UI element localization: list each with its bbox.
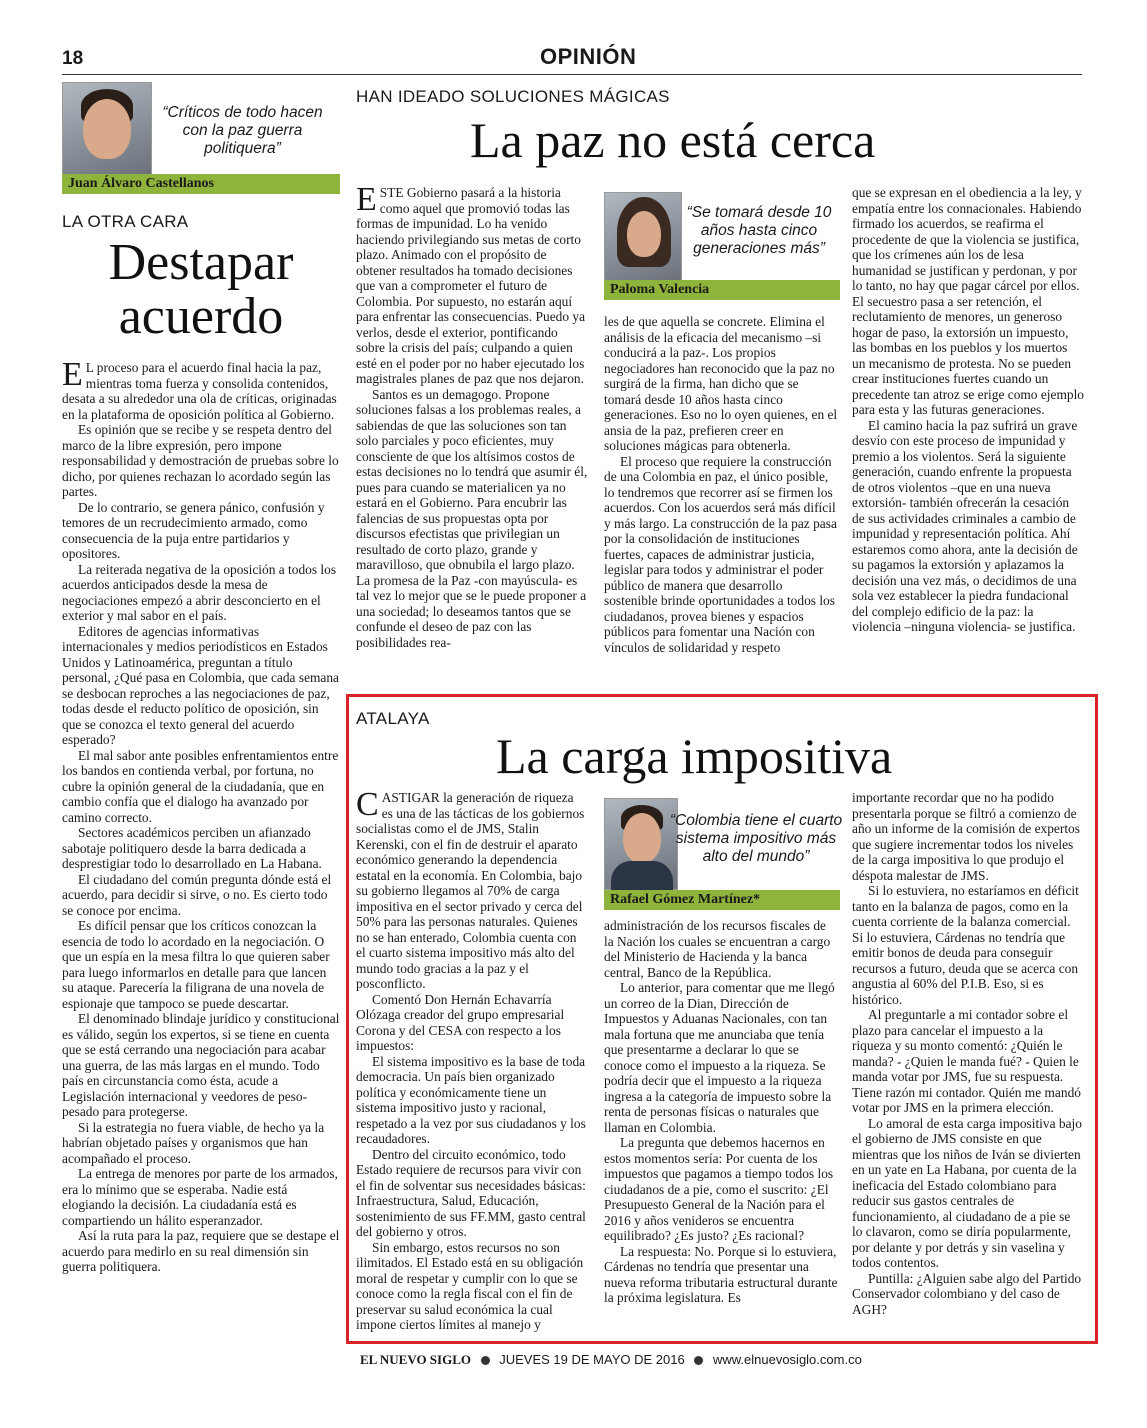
dropcap: E — [62, 360, 83, 393]
paragraph: Es difícil pensar que los críticos conozcan la esencia de todo lo acordado en la negociación. O que un espía en la mesa filtra lo que quieren saber para luego informarlos en detalle para que lancen su ataque. Parecería la filigrana de una novela de espionaje que tampoco se puede descartar. — [62, 918, 330, 1011]
paragraph: Si lo estuviera, no estaríamos en déficit tanto en la balanza de pagos, como en la cuenta corriente de la balanza comercial. Si lo estuviera, Cárdenas no tendría que emitir bonos de deuda para conseguir recursos a futuro, deuda que se acerca con angustia al 60% del P.I.B. Eso, si es histórico. — [852, 883, 1079, 1007]
website-url: www.elnuevosiglo.com.co — [712, 1352, 862, 1367]
paragraph: Comentó Don Hernán Echavarría Olózaga creador del grupo empresarial Corona y del CESA con respecto a los impuestos: — [356, 991, 565, 1053]
paragraph: Editores de agencias informativas internacionales y medios periodísticos en Estados Unidos y Latinoamérica, preguntan a título personal, ¿Qué pasa en Colombia, que cada semana se desbocan reproches a las negociaciones de paz, todas desde el reducto político de oposición, sin que se conozca el texto general del acuerdo esperado? — [62, 623, 340, 747]
paragraph: Puntilla: ¿Alguien sabe algo del Partido Conservador colombiano y del caso de AGH? — [852, 1270, 1082, 1317]
paragraph: Es opinión que se recibe y se respeta dentro del marco de la libre expresión, pero impone responsabilidad y demostración de pruebas sobre lo dicho, por quienes rechazan lo acordado según las partes. — [62, 422, 339, 499]
article-body-destapar — [62, 360, 340, 1340]
bullet-icon — [694, 1356, 703, 1365]
pull-quote-gomez: “Colombia tiene el cuarto sistema impositivo más alto del mundo” — [669, 812, 843, 865]
paragraph: que se expresan en el obediencia a la ley, y empatía entre los connacionales. Habiendo firmado los acuerdos, se reafirma el procedente de que la violencia se justifica, que los crímenes aún los de lesa humanidad se justifican y perdonan, y por lo tanto, no hay que pagar cárcel por ellos. El secuestro pasa a ser retención, el reclutamiento de menores, un generoso hogar de paso, la extorsión un impuesto, las bombas en los pueblos y los muertos un mecanismo de protesta. No se pueden crear instituciones fuertes cuando un precedente tan atroz se erige como ejemplo para esta y las futuras generaciones. — [852, 185, 1084, 417]
paragraph: ESTE Gobierno pasará a la historia como aquel que promovió todas las formas de impunidad. Lo ha venido haciendo privilegiando sus metas de corto plazo. Animado con el propósito de obtener resultados ha tomado decisiones que van a comprometer el futuro de Colombia. Por supuesto, no estarán aquí para enfrentar las consecuencias. Puedo ya verlos, desde el exterior, pontificando sobre la crisis del país; culpando a quien esté en el poder por no haber ejecutado los magistrales planes de paz que nos dejaron. — [356, 185, 586, 386]
article-col-2-la-paz — [604, 314, 838, 678]
byline-gomez: Rafael Gómez Martínez* — [604, 890, 840, 910]
paragraph: El mal sabor ante posibles enfrentamientos entre los bandos en contienda verbal, por fortuna, no cubre la opinión general de la ciudadanía, que en cambio confía que el dialogo ha avanzado por camino correcto. — [62, 747, 339, 825]
author-photo-castellanos — [62, 82, 152, 178]
page-number: 18 — [62, 48, 84, 69]
paragraph: Lo amoral de esta carga impositiva bajo el gobierno de JMS consiste en que mientras que los niños de Iván se divierten en un yate en La Habana, por cuenta de la ineficacia del Estado colombiano para reducir sus gastos centrales de funcionamiento, al ciudadano de a pie se lo clavaron, como se diría popularmente, por delante y por detrás y sin vaselina y todos contentos. — [852, 1115, 1082, 1270]
newspaper-brand: EL NUEVO SIGLO — [360, 1352, 471, 1367]
paragraph: Lo anterior, para comentar que me llegó un correo de la Dian, Dirección de Impuestos y Aduanas Nacionales, con tan mala fortuna que me anunciaba que tenía que presentarme a declarar lo que se conoce como el impuesto a la riqueza. Se podría decir que el impuesto a la riqueza ingresa a la categoría de impuesto sobre la renta de personas físicas o naturales que llaman en Colombia. — [604, 980, 835, 1135]
paragraph: La reiterada negativa de la oposición a todos los acuerdos anticipados desde la mesa de negociaciones empezó a abrir desconcierto en el exterior y mal sabor en el país. — [62, 561, 337, 623]
bullet-icon — [481, 1356, 490, 1365]
paragraph: El denominado blindaje jurídico y constitucional es válido, según los expertos, si se tiene en cuenta que se está cerrando una negociación para acabar una guerra, de las más largas en el mundo. Todo país en circunstancia como ésta, acude a Legislación internacional y veedores de peso- pesado para protegerse. — [62, 1011, 340, 1119]
paragraph: La pregunta que debemos hacernos en estos momentos sería: Por cuenta de los impuestos que pagamos a tiempo todos los ciudadanos de a pie, como el suscrito: ¿El Presupuesto General de la Nación para el 2016 y años venideros se encuentra equilibrado? ¿Es justo? ¿Es racional? — [604, 1135, 834, 1243]
headline-destapar — [62, 236, 340, 344]
pull-quote-valencia: “Se tomará desde 10 años hasta cinco generaciones más” — [686, 204, 832, 257]
paragraph: Sectores académicos perciben un afianzado sabotaje politiquero desde la barra dedicada a desprestigiar todo lo desarrollado en La Habana. — [62, 825, 322, 871]
paragraph: El sistema impositivo es la base de toda democracia. Un país bien organizado política y económicamente tiene un sistema impositivo justo y racional, respetado a la vez por sus ciudadanos y los recaudadores. — [356, 1053, 586, 1146]
article-col-2-carga — [604, 918, 838, 1338]
article-col-1-la-paz — [356, 185, 588, 675]
author-photo-valencia — [604, 192, 682, 284]
paragraph: La respuesta: No. Porque si lo estuviera, Cárdenas no tendría que presentar una nueva reforma tributaria estructural durante la próxima legislatura. Es — [604, 1243, 838, 1305]
article-col-1-carga — [356, 790, 588, 1338]
paragraph: importante recordar que no ha podido presentarla porque se filtró a comienzo de año un informe de la comisión de expertos que sugiere incrementar todos los niveles de la carga impositiva lo que produjo el déspota malestar de JMS. — [852, 790, 1080, 883]
paragraph: administración de los recursos fiscales de la Nación los cuales se encuentran a cargo del Ministerio de Hacienda y la banca central, Banco de la República. — [604, 918, 831, 980]
article-col-3-la-paz — [852, 185, 1084, 679]
paragraph: La entrega de menores por parte de los armados, era lo mínimo que se esperaba. Nadie está elogiando la decisión. La ciudadanía está es compartiendo un hálito esperanzador. — [62, 1166, 338, 1228]
byline-valencia: Paloma Valencia — [604, 280, 840, 300]
dropcap: E — [356, 185, 377, 218]
paragraph: Al preguntarle a mi contador sobre el plazo para cancelar el impuesto a la riqueza y su monto comentó: ¿Quién le manda? - ¿Quien le manda fué? - Quien le manda votar por JMS, fue su respuesta. Tiene razón mi contador. Quién me mandó votar por JMS en la primera elección. — [852, 1007, 1081, 1115]
headline-carga-impositiva: La carga impositiva — [496, 728, 893, 784]
paragraph: E L proceso para el acuerdo final hacia la paz, mientras toma fuerza y consolida contenidos, desata a su alrededor una ola de críticas, originadas en la plataforma de oposición política al Gobierno. — [62, 360, 337, 422]
kicker-la-otra-cara: LA OTRA CARA — [62, 212, 189, 231]
headline-la-paz: La paz no está cerca — [470, 112, 876, 168]
section-title: OPINIÓN — [540, 44, 637, 69]
headline-line-1: Destapar — [108, 234, 294, 291]
paragraph: les de que aquella se concrete. Elimina el análisis de la eficacia del mecanismo –si conducirá a la paz-. Los propios negociadores han reconocido que la paz no surgirá de la firma, han dicho que se tomará desde 10 años hasta cinco generaciones. Eso no lo oyen quienes, en el ansia de la paz, prefieren creer en soluciones mágicas para obtenerla. — [604, 314, 838, 453]
paragraph: El proceso que requiere la construcción de una Colombia en paz, el único posible, lo tendremos que recorrer así se firmen los acuerdos. Con los acuerdos será más difícil y más largo. La construcción de la paz pasa por la consolidación de instituciones fuertes, capaces de administrar justicia, legislar para todos y administrar el poder público de manera que desarrollo sostenible brinde oportunidades a todos los ciudadanos, provea bienes y espacios públicos para fomentar una Nación con vínculos de solidaridad y respeto — [604, 453, 837, 655]
dropcap: C — [356, 790, 379, 823]
header-rule — [62, 74, 1082, 75]
pull-quote-castellanos: “Críticos de todo hacen con la paz guerra politiquera” — [162, 104, 323, 157]
issue-date: JUEVES 19 DE MAYO DE 2016 — [499, 1352, 685, 1367]
kicker-soluciones-magicas: HAN IDEADO SOLUCIONES MÁGICAS — [356, 87, 670, 106]
paragraph: De lo contrario, se genera pánico, confusión y temores de un recrudecimiento armado, como consecuencia de la puja entre partidarios y opositores. — [62, 499, 325, 561]
byline-castellanos: Juan Álvaro Castellanos — [62, 174, 340, 194]
paragraph: Así la ruta para la paz, requiere que se destape el acuerdo para medirlo en su real dimensión sin guerra politiquera. — [62, 1228, 340, 1274]
paragraph: Dentro del circuito económico, todo Estado requiere de recursos para vivir con el fin de solventar sus necesidades básicas: Infraestructura, Salud, Educación, sostenimiento de sus FF.MM, gasto central del gobierno y otros. — [356, 1146, 586, 1239]
paragraph: CASTIGAR la generación de riqueza es una de las tácticas de los gobiernos socialistas como el de JMS, Stalin Kerenski, con el fin de destruir el aparato económico generando la dependencia estatal en la economía. En Colombia, bajo su gobierno llegamos al 70% de carga impositiva en el sector privado y cerca del 50% para las personas naturales. Quienes no se han enterado, Colombia cuenta con el cuarto sistema impositivo más alto del mundo todo gracias a la paz y el posconflicto. — [356, 790, 585, 991]
paragraph: Santos es un demagogo. Propone soluciones falsas a los problemas reales, a sabiendas de que las soluciones son tan solo parciales y poco eficientes, muy consciente de que los altísimos costos de estas decisiones no lo tendrá que asumir él, pues para cuando se materialicen ya no estará en el Gobierno. Para encubrir las falencias de sus propuestas opta por discursos efectistas que privilegian un resultado de corto plazo, grande y maravilloso, que obnubila el largo plazo. La promesa de la Paz -con mayúscula- es tal vez lo mejor que se le puede proponer a una sociedad; lo deseamos tantos que se confunde el deseo de paz con las posibilidades rea- — [356, 386, 588, 650]
page-footer — [360, 1352, 862, 1368]
paragraph: Sin embargo, estos recursos no son ilimitados. El Estado está en su obligación moral de respetar y cumplir con lo que se conoce como la regla fiscal con el fin de preservar su salud económica la cual impone ciertos límites al manejo y — [356, 1239, 584, 1332]
kicker-atalaya: ATALAYA — [356, 709, 430, 728]
paragraph: El camino hacia la paz sufrirá un grave desvío con este proceso de impunidad y premio a los violentos. Será la siguiente generación, cuando enfrente la propuesta de otros violentos –que en una nueva extorsión- también ofrecerán la cesación de sus actividades criminales a cambio de impunidad y representación política. Ahí estaremos como ahora, ante la decisión de su pagamos la extorsión y aplazamos la decisión una vez más, o decidimos de una sola vez establecer la piedra fundacional del complejo edificio de la paz: la violencia –ninguna violencia- se justifica. — [852, 417, 1078, 634]
paragraph: El ciudadano del común pregunta dónde está el acuerdo, para decidir si sirve, o no. Es cierto todo se conoce por encima. — [62, 871, 332, 918]
headline-line-2: acuerdo — [118, 288, 284, 345]
paragraph: Si la estrategia no fuera viable, de hecho ya la habrían objetado países y organismos que han acompañado el proceso. — [62, 1119, 325, 1166]
article-col-3-carga — [852, 790, 1084, 1340]
